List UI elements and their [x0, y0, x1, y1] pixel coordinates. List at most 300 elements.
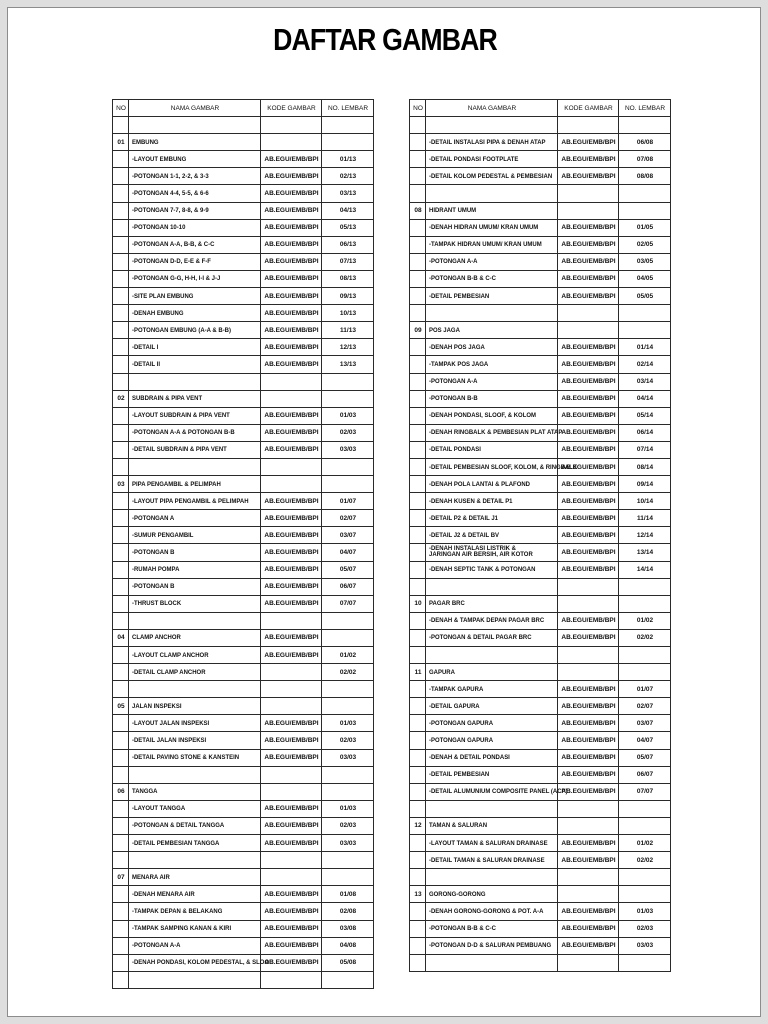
table-row: [113, 236, 374, 253]
table-row: [410, 749, 671, 766]
sheet-number-cell: 01/14: [619, 339, 671, 356]
row-no-cell: [410, 356, 426, 373]
table-row: [113, 612, 374, 629]
drawing-name-cell: [129, 236, 261, 253]
drawing-code-cell: AB.EGU/EMB/BPI: [558, 715, 619, 732]
drawing-name-cell: [129, 117, 261, 134]
row-no-cell: [113, 954, 129, 971]
row-no-cell: [113, 510, 129, 527]
row-no-cell: 03: [113, 476, 129, 493]
table-row: [410, 886, 671, 903]
table-row: [113, 732, 374, 749]
header-no: NO: [410, 100, 426, 117]
table-row: [410, 117, 671, 134]
drawing-code-cell: AB.EGU/EMB/BPI: [261, 544, 322, 561]
drawing-name-text: -POTONGAN B: [132, 583, 175, 591]
drawing-code-cell: [558, 595, 619, 612]
sheet-number-cell: [322, 629, 374, 646]
drawing-name-cell: [426, 458, 578, 475]
drawing-name-text: -DETAIL PEMBESIAN TANGGA: [132, 839, 220, 847]
row-no-cell: [410, 800, 426, 817]
table-row: [113, 937, 374, 954]
table-row: [113, 903, 374, 920]
table-row: [410, 253, 671, 270]
drawing-name-cell: [426, 527, 558, 544]
drawing-name-cell: [129, 510, 261, 527]
drawing-name-cell: [129, 681, 261, 698]
table-row: [410, 458, 671, 475]
drawing-name-text: -DETAIL PEMBESIAN: [429, 292, 490, 300]
sheet-number-cell: 05/13: [322, 219, 374, 236]
drawing-code-cell: AB.EGU/EMB/BPI: [261, 305, 322, 322]
table-row: [113, 561, 374, 578]
drawing-code-cell: AB.EGU/EMB/BPI: [261, 424, 322, 441]
drawing-code-cell: AB.EGU/EMB/BPI: [261, 749, 322, 766]
drawing-code-cell: AB.EGU/EMB/BPI: [558, 681, 619, 698]
row-no-cell: [113, 561, 129, 578]
table-row: [113, 783, 374, 800]
drawing-name-text: -DETAIL GAPURA: [429, 702, 480, 710]
drawing-code-cell: AB.EGU/EMB/BPI: [261, 954, 322, 971]
row-no-cell: [410, 390, 426, 407]
drawing-name-cell: [426, 407, 558, 424]
header-no: NO: [113, 100, 129, 117]
row-no-cell: [410, 151, 426, 168]
drawing-code-cell: AB.EGU/EMB/BPI: [261, 800, 322, 817]
row-no-cell: [410, 168, 426, 185]
drawing-name-text: PIPA PENGAMBIL & PELIMPAH: [132, 480, 221, 488]
drawing-code-cell: [261, 390, 322, 407]
drawing-name-cell: [426, 236, 558, 253]
drawing-name-text: -POTONGAN 1-1, 2-2, & 3-3: [132, 172, 209, 180]
table-row: [410, 664, 671, 681]
table-row: [113, 715, 374, 732]
table-row: [410, 493, 671, 510]
row-no-cell: [410, 476, 426, 493]
drawing-name-cell: [426, 151, 558, 168]
row-no-cell: [410, 236, 426, 253]
drawing-name-cell: [129, 664, 261, 681]
sheet-number-cell: [322, 373, 374, 390]
sheet-number-cell: [322, 390, 374, 407]
row-no-cell: [410, 783, 426, 800]
drawing-code-cell: AB.EGU/EMB/BPI: [558, 527, 619, 544]
sheet-number-cell: 02/13: [322, 168, 374, 185]
drawing-name-text: -DENAH HIDRAN UMUM/ KRAN UMUM: [429, 224, 539, 232]
table-row: [410, 937, 671, 954]
drawing-name-cell: [426, 715, 558, 732]
row-no-cell: [410, 732, 426, 749]
table-row: [113, 253, 374, 270]
drawing-code-cell: [558, 954, 619, 971]
table-row: [113, 698, 374, 715]
drawing-name-cell: [129, 698, 261, 715]
sheet-number-cell: 12/14: [619, 527, 671, 544]
drawing-code-cell: AB.EGU/EMB/BPI: [261, 732, 322, 749]
row-no-cell: [113, 493, 129, 510]
drawing-code-cell: AB.EGU/EMB/BPI: [261, 527, 322, 544]
page-title: DAFTAR GAMBAR: [273, 22, 497, 57]
drawing-name-text: CLAMP ANCHOR: [132, 634, 181, 642]
drawing-list-sheet: [7, 7, 761, 1017]
table-row: [410, 629, 671, 646]
sheet-number-cell: [322, 852, 374, 869]
table-row: [410, 903, 671, 920]
drawing-code-cell: AB.EGU/EMB/BPI: [558, 903, 619, 920]
row-no-cell: [410, 510, 426, 527]
row-no-cell: 05: [113, 698, 129, 715]
drawing-code-cell: AB.EGU/EMB/BPI: [261, 817, 322, 834]
sheet-number-cell: [322, 458, 374, 475]
sheet-number-cell: [619, 202, 671, 219]
table-row: [410, 869, 671, 886]
drawing-code-cell: AB.EGU/EMB/BPI: [558, 236, 619, 253]
row-no-cell: [113, 305, 129, 322]
table-row: [410, 270, 671, 287]
drawing-code-cell: AB.EGU/EMB/BPI: [261, 339, 322, 356]
drawing-name-text: -DETAIL PEMBESIAN: [429, 771, 490, 779]
drawing-code-cell: AB.EGU/EMB/BPI: [558, 544, 619, 561]
row-no-cell: [113, 732, 129, 749]
row-no-cell: [113, 852, 129, 869]
table-row: [410, 202, 671, 219]
drawing-name-cell: [129, 424, 261, 441]
drawing-code-cell: AB.EGU/EMB/BPI: [261, 441, 322, 458]
sheet-number-cell: 03/05: [619, 253, 671, 270]
drawing-name-cell: [426, 800, 558, 817]
drawing-name-cell: [426, 493, 558, 510]
drawing-code-cell: AB.EGU/EMB/BPI: [558, 168, 619, 185]
row-no-cell: [113, 766, 129, 783]
row-no-cell: [410, 578, 426, 595]
row-no-cell: [410, 339, 426, 356]
drawing-code-cell: [558, 322, 619, 339]
drawing-code-cell: AB.EGU/EMB/BPI: [558, 253, 619, 270]
row-no-cell: [410, 305, 426, 322]
sheet-number-cell: 04/05: [619, 270, 671, 287]
table-row: [410, 373, 671, 390]
row-no-cell: 08: [410, 202, 426, 219]
drawing-name-text: -SUMUR PENGAMBIL: [132, 531, 194, 539]
drawing-name-text: MENARA AIR: [132, 873, 170, 881]
row-no-cell: 10: [410, 595, 426, 612]
drawing-list-table-right: [409, 99, 671, 972]
drawing-name-text: -DETAIL JALAN INSPEKSI: [132, 737, 207, 745]
drawing-code-cell: AB.EGU/EMB/BPI: [558, 270, 619, 287]
drawing-name-text: -POTONGAN GAPURA: [429, 737, 494, 745]
sheet-number-cell: 01/08: [322, 886, 374, 903]
row-no-cell: [113, 749, 129, 766]
sheet-number-cell: 05/07: [619, 749, 671, 766]
table-row: [113, 766, 374, 783]
table-row: [113, 168, 374, 185]
row-no-cell: [410, 766, 426, 783]
drawing-name-text: -POTONGAN B-B: [429, 395, 478, 403]
row-no-cell: [410, 407, 426, 424]
drawing-name-text: -DETAIL PAVING STONE & KANSTEIN: [132, 754, 240, 762]
drawing-name-text: -POTONGAN 10-10: [132, 224, 186, 232]
drawing-name-cell: [129, 715, 261, 732]
drawing-name-cell: [426, 373, 558, 390]
drawing-name-text: -DENAH INSTALASI LISTRIK & JARINGAN AIR BERSIH, AIR KOTOR: [429, 544, 533, 559]
row-no-cell: [410, 117, 426, 134]
row-no-cell: 13: [410, 886, 426, 903]
drawing-name-cell: [129, 202, 261, 219]
table-row: [410, 527, 671, 544]
row-no-cell: [113, 800, 129, 817]
drawing-name-text: -LAYOUT SUBDRAIN & PIPA VENT: [132, 412, 230, 420]
drawing-name-cell: [426, 852, 558, 869]
drawing-name-cell: [129, 971, 261, 988]
table-row: [113, 305, 374, 322]
table-row: [410, 783, 671, 800]
drawing-name-cell: [129, 783, 261, 800]
table-row: [113, 441, 374, 458]
row-no-cell: [113, 288, 129, 305]
drawing-name-cell: [426, 441, 558, 458]
drawing-name-cell: [129, 869, 261, 886]
row-no-cell: [410, 869, 426, 886]
drawing-name-cell: [426, 937, 558, 954]
header-nama-gambar: NAMA GAMBAR: [129, 100, 261, 117]
drawing-name-text: -DETAIL PEMBESIAN SLOOF, KOLOM, & RINGBALK: [429, 463, 578, 471]
drawing-name-text: -LAYOUT JALAN INSPEKSI: [132, 719, 210, 727]
sheet-number-cell: 07/08: [619, 151, 671, 168]
drawing-name-cell: [129, 322, 261, 339]
drawing-name-text: -DETAIL J2 & DETAIL BV: [429, 531, 500, 539]
drawing-code-cell: AB.EGU/EMB/BPI: [558, 458, 619, 475]
drawing-name-text: -POTONGAN & DETAIL TANGGA: [132, 822, 225, 830]
drawing-code-cell: AB.EGU/EMB/BPI: [558, 783, 619, 800]
drawing-name-cell: [426, 595, 558, 612]
row-no-cell: [113, 595, 129, 612]
table-row: [113, 424, 374, 441]
row-no-cell: [410, 835, 426, 852]
drawing-name-text: -DETAIL II: [132, 360, 161, 368]
table-row: [113, 151, 374, 168]
row-no-cell: [410, 612, 426, 629]
drawing-code-cell: AB.EGU/EMB/BPI: [261, 202, 322, 219]
row-no-cell: [410, 544, 426, 561]
drawing-name-text: TANGGA: [132, 788, 158, 796]
table-row: [410, 510, 671, 527]
drawing-name-text: GORONG-GORONG: [429, 890, 486, 898]
drawing-name-cell: [129, 339, 261, 356]
table-row: [113, 527, 374, 544]
drawing-name-text: -POTONGAN D-D, E-E & F-F: [132, 258, 211, 266]
table-row: [113, 681, 374, 698]
sheet-number-cell: 01/03: [322, 407, 374, 424]
row-no-cell: 07: [113, 869, 129, 886]
sheet-number-cell: 04/14: [619, 390, 671, 407]
sheet-number-cell: 14/14: [619, 561, 671, 578]
drawing-name-cell: [129, 458, 261, 475]
drawing-name-cell: [129, 356, 261, 373]
sheet-number-cell: [619, 322, 671, 339]
drawing-name-cell: [426, 424, 563, 441]
sheet-number-cell: [619, 817, 671, 834]
table-row: [113, 886, 374, 903]
drawing-name-cell: [426, 783, 568, 800]
row-no-cell: [410, 185, 426, 202]
drawing-name-cell: [129, 544, 261, 561]
drawing-name-cell: [129, 305, 261, 322]
drawing-code-cell: AB.EGU/EMB/BPI: [261, 629, 322, 646]
sheet-number-cell: 05/05: [619, 288, 671, 305]
table-row: [113, 869, 374, 886]
table-row: [113, 134, 374, 151]
table-row: [113, 920, 374, 937]
drawing-code-cell: AB.EGU/EMB/BPI: [558, 749, 619, 766]
drawing-name-cell: [426, 202, 558, 219]
table-row: [410, 766, 671, 783]
drawing-name-cell: [129, 288, 261, 305]
drawing-name-cell: [426, 732, 558, 749]
table-row: [113, 219, 374, 236]
drawing-code-cell: AB.EGU/EMB/BPI: [261, 168, 322, 185]
sheet-number-cell: [619, 305, 671, 322]
drawing-name-cell: [426, 305, 558, 322]
drawing-name-text: -DETAIL PONDASI FOOTPLATE: [429, 155, 519, 163]
drawing-name-cell: [129, 476, 261, 493]
drawing-name-text: -RUMAH POMPA: [132, 566, 180, 574]
row-no-cell: [410, 749, 426, 766]
table-row: [113, 817, 374, 834]
table-row: [113, 458, 374, 475]
drawing-code-cell: [261, 698, 322, 715]
drawing-name-cell: [129, 954, 273, 971]
drawing-name-text: -TAMPAK POS JAGA: [429, 360, 489, 368]
table-row: [410, 715, 671, 732]
drawing-name-text: -DENAH PONDASI, KOLOM PEDESTAL, & SLOOF: [132, 959, 273, 967]
drawing-name-text: -POTONGAN D-D & SALURAN PEMBUANG: [429, 942, 552, 950]
row-no-cell: [113, 647, 129, 664]
drawing-code-cell: [558, 869, 619, 886]
drawing-name-text: -POTONGAN 7-7, 8-8, & 9-9: [132, 207, 209, 215]
drawing-name-text: -DETAIL KOLOM PEDESTAL & PEMBESIAN: [429, 172, 553, 180]
drawing-code-cell: [558, 185, 619, 202]
row-no-cell: [113, 236, 129, 253]
drawing-code-cell: AB.EGU/EMB/BPI: [558, 510, 619, 527]
table-row: [410, 407, 671, 424]
row-no-cell: [410, 288, 426, 305]
drawing-name-text: -DENAH RINGBALK & PEMBESIAN PLAT ATAP: [429, 429, 563, 437]
drawing-name-cell: [129, 886, 261, 903]
sheet-number-cell: 02/14: [619, 356, 671, 373]
drawing-name-cell: [129, 578, 261, 595]
drawing-name-cell: [129, 835, 261, 852]
drawing-code-cell: AB.EGU/EMB/BPI: [261, 356, 322, 373]
table-row: [410, 219, 671, 236]
drawing-code-cell: [261, 373, 322, 390]
drawing-name-text: -TAMPAK GAPURA: [429, 685, 484, 693]
drawing-name-text: -DETAIL P2 & DETAIL J1: [429, 514, 499, 522]
row-no-cell: 01: [113, 134, 129, 151]
drawing-name-cell: [426, 766, 558, 783]
table-row: [113, 407, 374, 424]
drawing-name-cell: [426, 253, 558, 270]
table-row: [410, 424, 671, 441]
sheet-number-cell: 08/08: [619, 168, 671, 185]
table-row: [410, 441, 671, 458]
row-no-cell: [410, 253, 426, 270]
table-row: [410, 390, 671, 407]
drawing-code-cell: [261, 681, 322, 698]
drawing-code-cell: AB.EGU/EMB/BPI: [558, 373, 619, 390]
sheet-number-cell: 08/14: [619, 458, 671, 475]
drawing-name-text: -TAMPAK HIDRAN UMUM/ KRAN UMUM: [429, 241, 542, 249]
sheet-number-cell: 04/08: [322, 937, 374, 954]
row-no-cell: [410, 219, 426, 236]
drawing-name-cell: [129, 920, 261, 937]
drawing-name-cell: [129, 168, 261, 185]
table-row: [113, 270, 374, 287]
row-no-cell: [410, 424, 426, 441]
sheet-number-cell: 05/08: [322, 954, 374, 971]
row-no-cell: [410, 134, 426, 151]
table-row: [410, 185, 671, 202]
drawing-code-cell: AB.EGU/EMB/BPI: [558, 441, 619, 458]
row-no-cell: [410, 373, 426, 390]
table-row: [410, 732, 671, 749]
drawing-code-cell: AB.EGU/EMB/BPI: [261, 920, 322, 937]
sheet-number-cell: 09/14: [619, 476, 671, 493]
row-no-cell: [410, 715, 426, 732]
drawing-name-cell: [129, 903, 261, 920]
drawing-code-cell: [558, 817, 619, 834]
drawing-name-text: -TAMPAK SAMPING KANAN & KIRI: [132, 925, 232, 933]
drawing-code-cell: AB.EGU/EMB/BPI: [558, 339, 619, 356]
sheet-number-cell: 06/14: [619, 424, 671, 441]
drawing-name-cell: [426, 476, 558, 493]
sheet-number-cell: [619, 954, 671, 971]
table-row: [113, 954, 374, 971]
drawing-code-cell: [558, 117, 619, 134]
table-row: [113, 288, 374, 305]
sheet-number-cell: 03/07: [619, 715, 671, 732]
drawing-name-text: -DENAH GORONG-GORONG & POT. A-A: [429, 907, 544, 915]
drawing-name-text: PAGAR BRC: [429, 600, 465, 608]
drawing-name-cell: [426, 168, 558, 185]
drawing-name-cell: [129, 270, 261, 287]
drawing-name-text: -POTONGAN A-A, B-B, & C-C: [132, 241, 215, 249]
sheet-number-cell: 02/03: [322, 424, 374, 441]
drawing-name-cell: [129, 527, 261, 544]
table-row: [113, 202, 374, 219]
row-no-cell: [113, 424, 129, 441]
header-no-lembar: NO. LEMBAR: [322, 100, 374, 117]
sheet-number-cell: 03/03: [322, 835, 374, 852]
drawing-code-cell: [261, 117, 322, 134]
drawing-code-cell: AB.EGU/EMB/BPI: [261, 493, 322, 510]
drawing-name-text: -DENAH POLA LANTAI & PLAFOND: [429, 480, 530, 488]
drawing-code-cell: AB.EGU/EMB/BPI: [558, 612, 619, 629]
row-no-cell: [113, 458, 129, 475]
sheet-number-cell: 01/02: [619, 612, 671, 629]
table-row: [113, 800, 374, 817]
drawing-name-cell: [426, 817, 558, 834]
drawing-name-text: -DENAH & DETAIL PONDASI: [429, 754, 510, 762]
sheet-number-cell: [619, 595, 671, 612]
drawing-name-cell: [426, 629, 558, 646]
drawing-name-text: -LAYOUT EMBUNG: [132, 155, 187, 163]
drawing-list-table-left: [112, 99, 374, 989]
drawing-name-cell: [129, 134, 261, 151]
row-no-cell: [113, 270, 129, 287]
row-no-cell: [113, 817, 129, 834]
table-row: [410, 612, 671, 629]
drawing-code-cell: AB.EGU/EMB/BPI: [261, 561, 322, 578]
